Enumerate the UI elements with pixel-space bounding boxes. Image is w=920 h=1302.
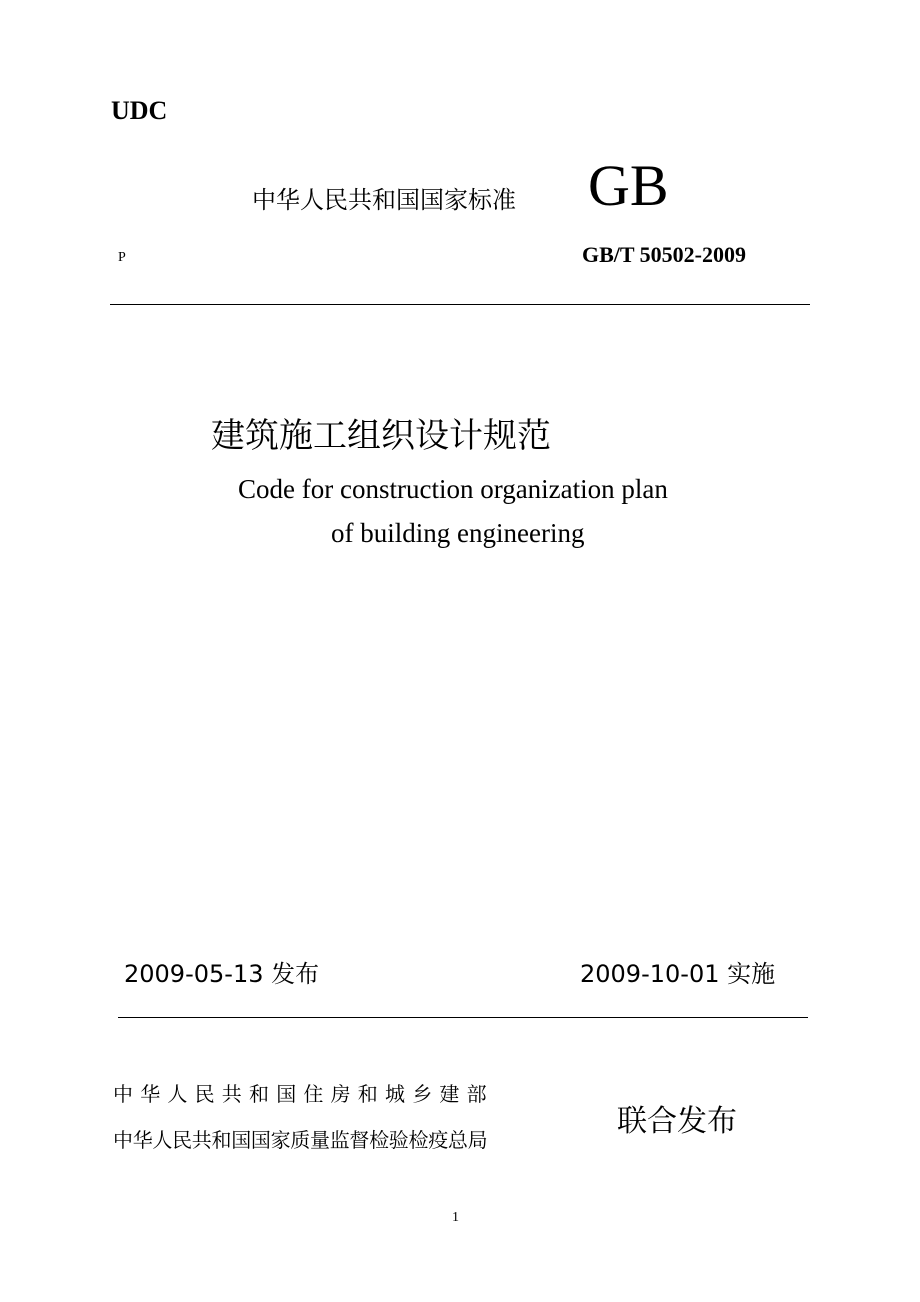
page-number: 1 <box>452 1210 459 1225</box>
gb-mark: GB <box>588 153 669 218</box>
effective-date: 2009-10-01 实施 <box>580 960 776 988</box>
issue-date: 2009-05-13 发布 <box>124 960 320 988</box>
classification-code: P <box>118 250 126 265</box>
top-divider <box>110 304 810 305</box>
national-standard-heading: 中华人民共和国国家标准 <box>252 186 516 214</box>
bottom-divider <box>118 1017 808 1018</box>
title-chinese: 建筑施工组织设计规范 <box>211 416 551 456</box>
standard-number: GB/T 50502-2009 <box>582 242 747 267</box>
title-english-line-2: of building engineering <box>331 518 585 548</box>
title-english-line-1: Code for construction organization plan <box>238 474 668 504</box>
udc-label: UDC <box>111 96 168 125</box>
publisher-aqsiq: 中华人民共和国国家质量监督检验检疫总局 <box>113 1128 488 1152</box>
publisher-ministry: 中华人民共和国住房和城乡建部 <box>113 1082 494 1106</box>
joint-issue-label: 联合发布 <box>617 1104 737 1139</box>
